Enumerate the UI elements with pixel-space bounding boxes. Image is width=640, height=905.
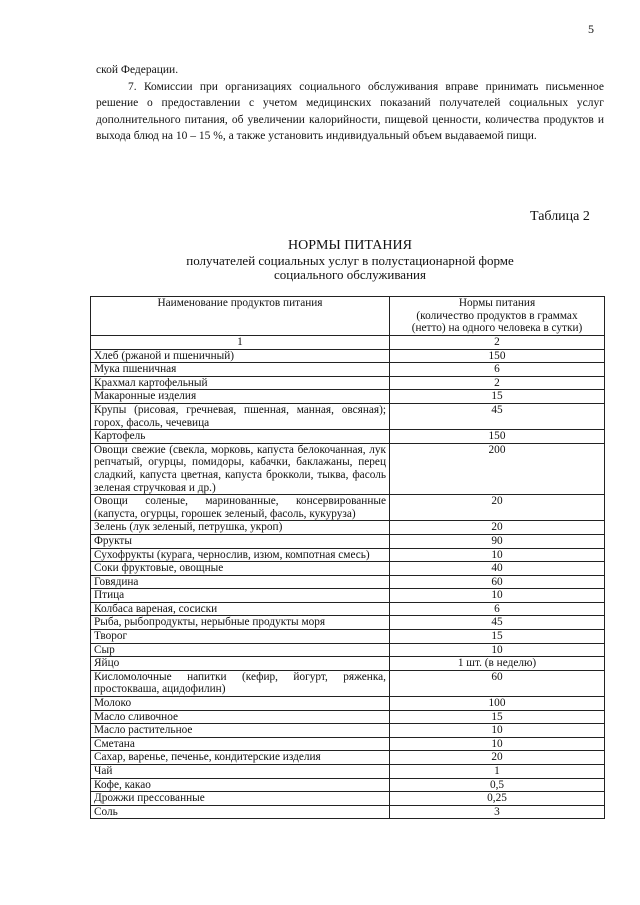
product-name: Дрожжи прессованные bbox=[91, 792, 390, 806]
table-row bbox=[91, 724, 605, 738]
product-name: Мука пшеничная bbox=[91, 363, 390, 377]
product-name: Сметана bbox=[91, 737, 390, 751]
norm-value: 90 bbox=[390, 534, 605, 548]
heading-subtitle-line-2: социального обслуживания bbox=[274, 267, 426, 282]
table-row bbox=[91, 390, 605, 404]
table-row bbox=[91, 670, 605, 696]
norm-value: 10 bbox=[390, 548, 605, 562]
intro-line: ской Федерации. bbox=[96, 64, 179, 76]
page-number: 5 bbox=[588, 22, 594, 36]
product-name: Птица bbox=[91, 589, 390, 603]
norm-value: 0,25 bbox=[390, 792, 605, 806]
norm-value: 40 bbox=[390, 562, 605, 576]
norm-value: 15 bbox=[390, 710, 605, 724]
table-row bbox=[91, 616, 605, 630]
product-name: Творог bbox=[91, 630, 390, 644]
product-name: Масло сливочное bbox=[91, 710, 390, 724]
product-name: Кофе, какао bbox=[91, 778, 390, 792]
table-row bbox=[91, 562, 605, 576]
product-name: Соль bbox=[91, 805, 390, 819]
table-row bbox=[91, 805, 605, 819]
norm-value: 6 bbox=[390, 363, 605, 377]
norm-value: 2 bbox=[390, 376, 605, 390]
product-name: Сухофрукты (курага, чернослив, изюм, компотная смесь) bbox=[91, 548, 390, 562]
norm-value: 10 bbox=[390, 589, 605, 603]
column-number: 2 bbox=[390, 336, 605, 350]
heading-title: НОРМЫ ПИТАНИЯ bbox=[288, 238, 412, 253]
norm-value: 20 bbox=[390, 521, 605, 535]
norm-value: 200 bbox=[390, 443, 605, 494]
norm-value: 45 bbox=[390, 403, 605, 429]
product-name: Картофель bbox=[91, 430, 390, 444]
norm-value: 45 bbox=[390, 616, 605, 630]
product-name: Овощи свежие (свекла, морковь, капуста белокочанная, лук репчатый, огурцы, помидоры, кабачки, баклажаны, перец сладкий, капуста цветная, капуста брокколи, тыква, фасоль зеленая стручковая и др.) bbox=[91, 443, 390, 494]
paragraph-7: 7. Комиссии при организациях социального обслуживания вправе принимать письменное решение о предоставлении с учетом медицинских показаний получателей социальных услуг дополнительного питания, об увеличении калорийности, пищевой ценности, количества продуктов и выхода блюд на 10 – 15 %, а также установить индивидуальный объем выдаваемой пищи. bbox=[96, 80, 604, 142]
table-row bbox=[91, 765, 605, 779]
table-row bbox=[91, 630, 605, 644]
product-name: Чай bbox=[91, 765, 390, 779]
table-row bbox=[91, 363, 605, 377]
table-label: Таблица 2 bbox=[530, 209, 590, 224]
product-name: Сыр bbox=[91, 643, 390, 657]
norm-header-line: (нетто) на одного человека в сутки) bbox=[411, 322, 583, 335]
product-name: Крахмал картофельный bbox=[91, 376, 390, 390]
norm-value: 1 bbox=[390, 765, 605, 779]
norm-value: 10 bbox=[390, 724, 605, 738]
product-name: Колбаса вареная, сосиски bbox=[91, 602, 390, 616]
table-row bbox=[91, 403, 605, 429]
norm-value: 150 bbox=[390, 349, 605, 363]
product-name: Хлеб (ржаной и пшеничный) bbox=[91, 349, 390, 363]
norm-header-line: Нормы питания bbox=[458, 297, 536, 309]
table-heading bbox=[96, 238, 604, 282]
column-header-product: Наименование продуктов питания bbox=[91, 297, 390, 336]
table-row bbox=[91, 643, 605, 657]
table-row bbox=[91, 792, 605, 806]
norm-value: 20 bbox=[390, 751, 605, 765]
table-row bbox=[91, 778, 605, 792]
product-name: Овощи соленые, маринованные, консервированные (капуста, огурцы, горошек зеленый, фасоль, кукуруза) bbox=[91, 495, 390, 521]
table-row bbox=[91, 521, 605, 535]
norm-value: 15 bbox=[390, 390, 605, 404]
product-name: Зелень (лук зеленый, петрушка, укроп) bbox=[91, 521, 390, 535]
product-name: Кисломолочные напитки (кефир, йогурт, ряженка, простокваша, ацидофилин) bbox=[91, 670, 390, 696]
norm-value: 100 bbox=[390, 697, 605, 711]
table-row bbox=[91, 575, 605, 589]
product-name: Сахар, варенье, печенье, кондитерские изделия bbox=[91, 751, 390, 765]
norm-value: 10 bbox=[390, 643, 605, 657]
norm-value: 10 bbox=[390, 737, 605, 751]
table-row bbox=[91, 495, 605, 521]
norm-value: 6 bbox=[390, 602, 605, 616]
norm-value: 20 bbox=[390, 495, 605, 521]
table-row bbox=[91, 751, 605, 765]
intro-text bbox=[96, 62, 604, 145]
norm-value: 60 bbox=[390, 575, 605, 589]
table-row bbox=[91, 376, 605, 390]
heading-subtitle-line-1: получателей социальных услуг в полустационарной форме bbox=[186, 253, 514, 268]
norm-value: 3 bbox=[390, 805, 605, 819]
table-row bbox=[91, 548, 605, 562]
product-name: Молоко bbox=[91, 697, 390, 711]
table-body bbox=[91, 349, 605, 819]
product-name: Рыба, рыбопродукты, нерыбные продукты моря bbox=[91, 616, 390, 630]
table-row bbox=[91, 710, 605, 724]
table-row bbox=[91, 737, 605, 751]
product-name: Яйцо bbox=[91, 657, 390, 671]
norm-value: 60 bbox=[390, 670, 605, 696]
norm-value: 150 bbox=[390, 430, 605, 444]
table-row bbox=[91, 443, 605, 494]
norm-header-line: (количество продуктов в граммах bbox=[416, 309, 578, 322]
norm-value: 0,5 bbox=[390, 778, 605, 792]
column-number: 1 bbox=[91, 336, 390, 350]
table-row bbox=[91, 349, 605, 363]
table-row bbox=[91, 430, 605, 444]
product-name: Крупы (рисовая, гречневая, пшенная, манная, овсяная); горох, фасоль, чечевица bbox=[91, 403, 390, 429]
norm-value: 1 шт. (в неделю) bbox=[390, 657, 605, 671]
column-header-norm bbox=[390, 297, 605, 336]
product-name: Говядина bbox=[91, 575, 390, 589]
nutrition-norms-table bbox=[90, 296, 605, 819]
norm-value: 15 bbox=[390, 630, 605, 644]
table-row bbox=[91, 602, 605, 616]
table-row bbox=[91, 657, 605, 671]
table-row bbox=[91, 697, 605, 711]
table-row bbox=[91, 589, 605, 603]
product-name: Фрукты bbox=[91, 534, 390, 548]
product-name: Соки фруктовые, овощные bbox=[91, 562, 390, 576]
product-name: Макаронные изделия bbox=[91, 390, 390, 404]
table-row bbox=[91, 534, 605, 548]
product-name: Масло растительное bbox=[91, 724, 390, 738]
